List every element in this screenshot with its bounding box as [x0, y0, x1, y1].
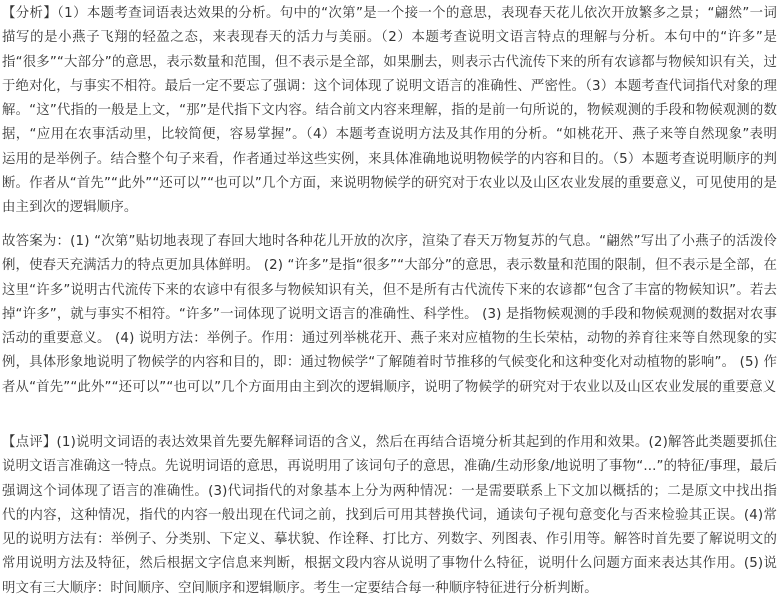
analysis-paragraph: 【分析】（1）本题考查词语表达效果的分析。句中的“次第”是一个接一个的意思，表现春天花儿依次开放繁多之景；“翩然”一词描写的是小燕子飞翔的轻盈之态，来表现春天的活力与美丽。（2）本题考查说明文语言特点的理解与分析。本句中的“许多”是指“很多”“大部分”的意思，表示数量和范围，但不表示是全部，如果删去，则表示古代流传下来的所有农谚都与物候知识有关，过于绝对化，与事实不相符。最后一定不要忘了强调：这个词体现了说明文语言的准确性、严密性。（3）本题考查代词指代对象的理解。“这”代指的一般是上文，“那”是代指下文内容。结合前文内容来理解，指的是前一句所说的，物候观测的手段和物候观测的数据，“应用在农事活动里，比较简便，容易掌握”。（4）本题考查说明方法及其作用的分析。“如桃花开、燕子来等自然现象”表明运用的是举例子。结合整个句子来看，作者通过举这些实例，来具体准确地说明物候学的内容和目的。（5）本题考查说明顺序的判断。作者从“首先”“此外”“还可以”“也可以”几个方面，来说明物候学的研究对于农业以及山区农业发展的重要意义，可见使用的是由主到次的逻辑顺序。 [2, 6, 777, 216]
comment-paragraph: 【点评】(1)说明文词语的表达效果首先要先解释词语的含义，然后在再结合语境分析其起到的作用和效果。(2)解答此类题要抓住说明文语言准确这一特点。先说明词语的意思，再说明用了该词句子的意思，准确/生动形象/地说明了事物“...”的特征/事理，最后强调这个词体现了语言的准确性。(3)代词指代的对象基本上分为两种情况：一是需要联系上下文加以概括的；二是原文中找出指代的内容，这种情况，指代的内容一般出现在代词之前，找到后可用其替换代词，通读句子视句意变化与否来检验其正误。(4)常见的说明方法有：举例子、分类别、下定义、摹状貌、作诠释、打比方、列数字、列图表、作引用等。解答时首先要了解说明文的常用说明方法及特征，然后根据文字信息来判断，根据文段内容从说明了事物什么特征，说明什么问题方面来表达其作用。(5)说明文有三大顺序：时间顺序、空间顺序和逻辑顺序。考生一定要结合每一种顺序特征进行分析判断。 [2, 435, 777, 596]
answer-paragraph: 故答案为：(1) “次第”贴切地表现了春回大地时各种花儿开放的次序，渲染了春天万物复苏的气息。“翩然”写出了小燕子的活泼伶俐，使春天充满活力的特点更加具体鲜明。 (2) “许多”是指“很多”“大部分”的意思，表示数量和范围的限制，但不表示是全部，在这里“许多”说明古代流传下来的农谚中有很多与物候知识有关，但不是所有古代流传下来的农谚都“包含了丰富的物候知识”。若去掉“许多”，就与事实不相符。“许多”一词体现了说明文语言的准确性、科学性。 (3) 是指物候观测的手段和物候观测的数据对农事活动的重要意义。 (4) 说明方法：举例子。作用：通过列举桃花开、燕子来对应植物的生长荣枯，动物的养育往来等自然现象的实例，具体形象地说明了物候学的内容和目的，即：通过物候学“了解随着时节推移的气候变化和这种变化对动植物的影响”。 (5) 作者从“首先”“此外”“还可以”“也可以”几个方面用由主到次的逻辑顺序，说明了物候学的研究对于农业以及山区农业发展的重要意义 [2, 234, 777, 395]
